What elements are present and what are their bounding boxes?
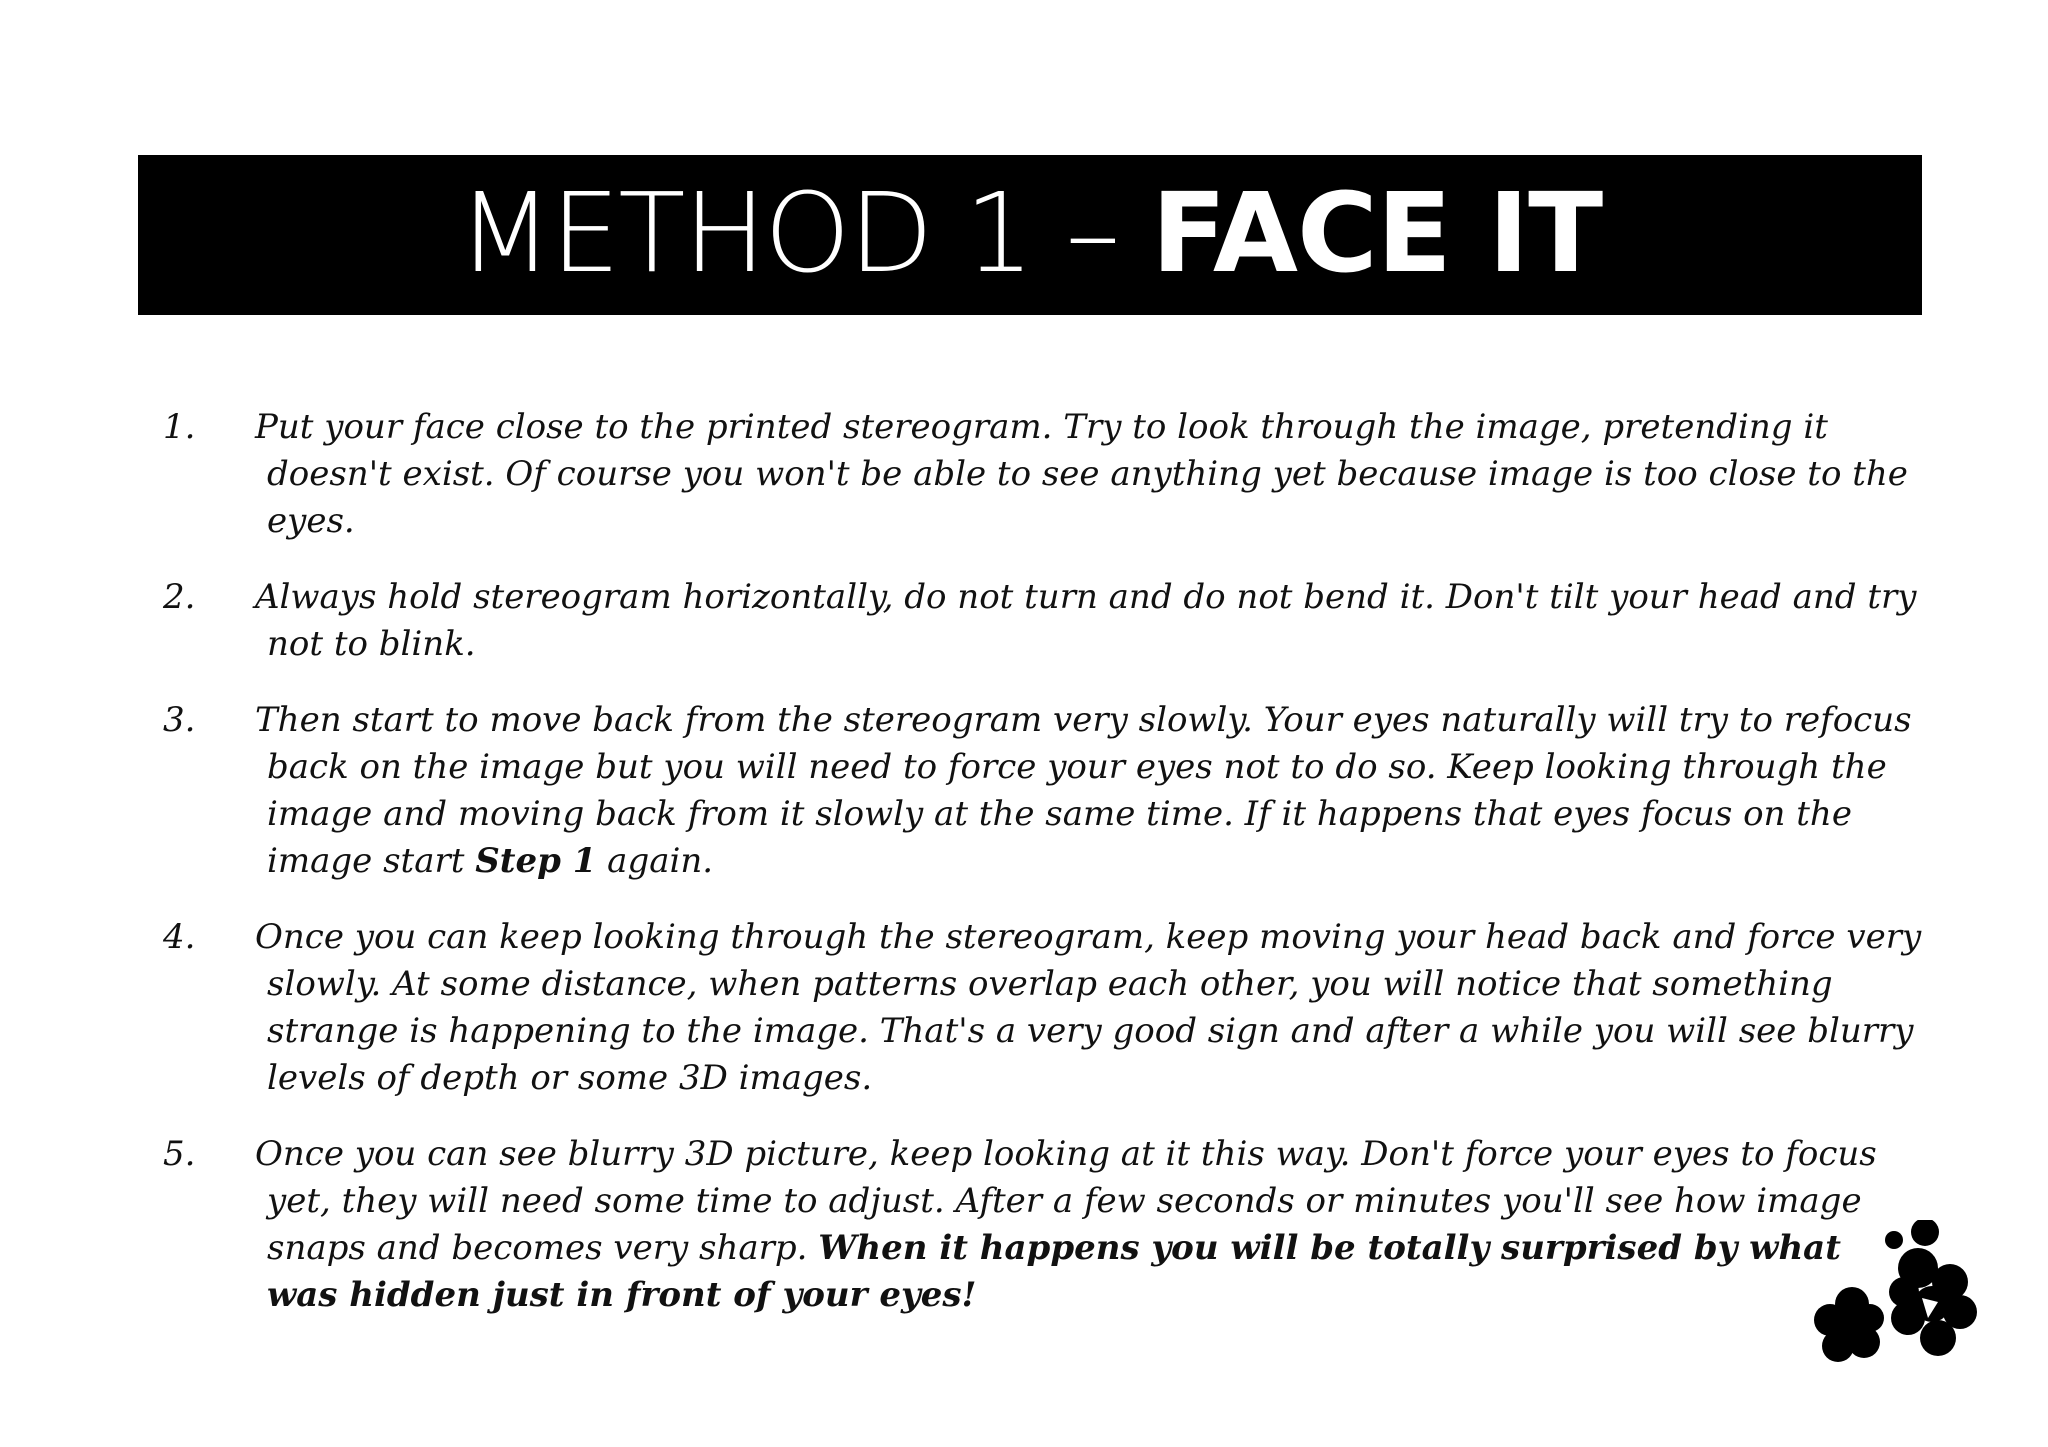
page-title: [457, 169, 1603, 297]
step-text-run: Once you can see blurry 3D picture, keep looking at it this way. Don't force your eyes to focus yet, they will need some time to adjust. After a few seconds or minutes you'll see how image snaps and becomes very sharp.: [255, 1134, 1877, 1268]
step-text: [255, 697, 1923, 885]
step-text: [255, 404, 1923, 545]
step-item: [163, 1131, 1923, 1319]
step-item: [163, 574, 1923, 668]
step-item: [163, 404, 1923, 545]
step-number: 5.: [163, 1134, 196, 1174]
step-text-run: Always hold stereogram horizontally, do not turn and do not bend it. Don't tilt your head and try not to blink.: [255, 577, 1917, 664]
step-text-run: again.: [596, 841, 714, 881]
step-number: 2.: [163, 577, 196, 617]
blob-flower-logo-icon: [1800, 1220, 1980, 1370]
steps-list: [163, 404, 1923, 1348]
step-item: [163, 914, 1923, 1102]
page-title-bold: FACE IT: [1151, 169, 1603, 297]
step-item: [163, 697, 1923, 885]
step-number: 3.: [163, 700, 196, 740]
step-text-emphasis: Step 1: [475, 841, 597, 881]
step-text-emphasis: When it happens you will be totally surprised by what was hidden just in front of your eyes!: [267, 1228, 1841, 1315]
step-text: [255, 1131, 1923, 1319]
step-number: 1.: [163, 407, 196, 447]
step-text-run: Then start to move back from the stereogram very slowly. Your eyes naturally will try to refocus back on the image but you will need to force your eyes not to do so. Keep looking through the image and moving back from it slowly at the same time. If it happens that eyes focus on the image start: [255, 700, 1912, 881]
step-text: [255, 914, 1923, 1102]
page-title-light: METHOD 1 –: [457, 169, 1152, 297]
step-text-run: Once you can keep looking through the stereogram, keep moving your head back and force very slowly. At some distance, when patterns overlap each other, you will notice that something strange is happening to the image. That's a very good sign and after a while you will see blurry levels of depth or some 3D images.: [255, 917, 1922, 1098]
title-banner: [138, 155, 1922, 315]
step-number: 4.: [163, 917, 196, 957]
step-text: [255, 574, 1923, 668]
step-text-run: Put your face close to the printed stereogram. Try to look through the image, pretending it doesn't exist. Of course you won't be able to see anything yet because image is too close to the eyes.: [255, 407, 1908, 541]
